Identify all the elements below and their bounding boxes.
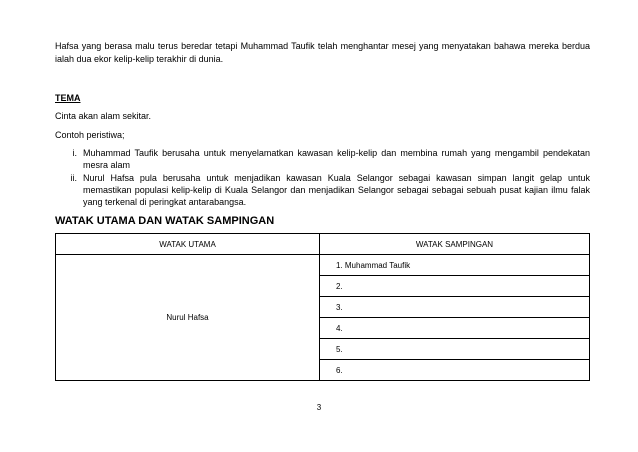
intro-paragraph: Hafsa yang berasa malu terus beredar tetapi Muhammad Taufik telah menghantar mesej yang menyatakan bahawa mereka berdua ialah dua ekor kelip-kelip terakhir di dunia. xyxy=(55,41,590,64)
watak-sampingan-cell: 6. xyxy=(320,360,590,381)
watak-table xyxy=(55,233,590,381)
watak-sampingan-cell: 1. Muhammad Taufik xyxy=(320,255,590,276)
watak-heading: WATAK UTAMA DAN WATAK SAMPINGAN xyxy=(55,215,275,227)
example-number: ii. xyxy=(70,173,77,183)
col-watak-utama: WATAK UTAMA xyxy=(56,234,320,255)
col-watak-sampingan: WATAK SAMPINGAN xyxy=(320,234,590,255)
watak-sampingan-cell: 4. xyxy=(320,318,590,339)
table-header-row xyxy=(56,234,590,255)
watak-utama-cell: Nurul Hafsa xyxy=(56,255,320,381)
example-number: i. xyxy=(72,148,77,158)
example-text: Muhammad Taufik berusaha untuk menyelamatkan kawasan kelip-kelip dan membina rumah yang mengambil pendekatan mesra alam xyxy=(83,148,590,170)
tema-text: Cinta akan alam sekitar. xyxy=(55,111,152,121)
example-text: Nurul Hafsa pula berusaha untuk menjadikan kawasan Kuala Selangor sebagai kawasan simpan langit gelap untuk memastikan populasi kelip-kelip di Kuala Selangor dan menjadikan Selangor sebagai sebagai sebuah pusat kajian ilmu falak yang terkenal di peringkat antarabangsa. xyxy=(83,173,590,207)
watak-sampingan-cell: 3. xyxy=(320,297,590,318)
examples-label: Contoh peristiwa; xyxy=(55,130,125,140)
table-row xyxy=(56,255,590,276)
watak-sampingan-cell: 5. xyxy=(320,339,590,360)
watak-sampingan-cell: 2. xyxy=(320,276,590,297)
tema-heading: TEMA xyxy=(55,93,81,103)
page-number: 3 xyxy=(316,403,322,412)
